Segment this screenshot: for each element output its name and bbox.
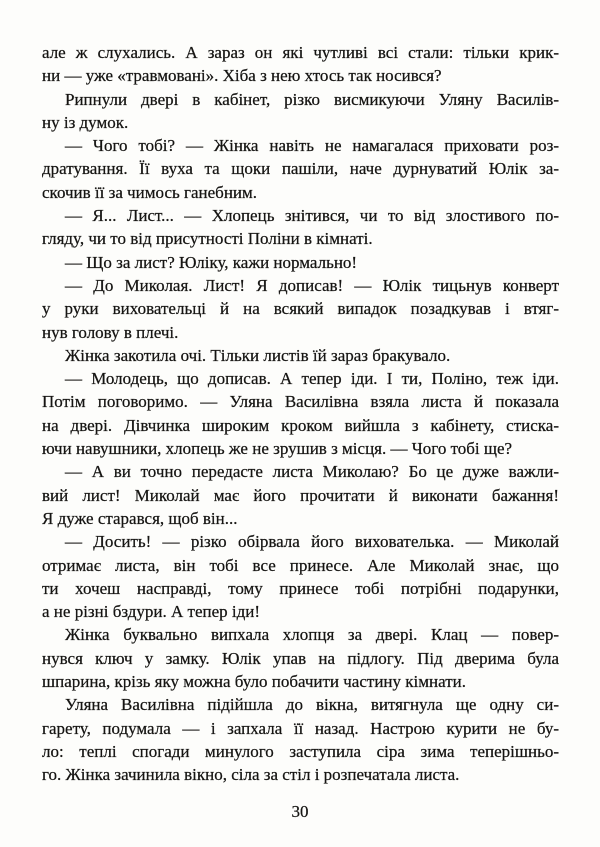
paragraph <box>42 530 559 623</box>
text-line: ни — уже «травмовані». Хіба з нею хтось так носився? <box>42 66 442 86</box>
text-line: гарету, подумала — і запхала її назад. Настрою курити не бу- <box>42 718 559 738</box>
text-line: ти хочеш насправді, тому принесе тобі потрібні подарунки, <box>42 578 559 598</box>
text-line: у руки виховательці й на всякий випадок позадкував і втяг- <box>42 299 559 319</box>
page-text <box>42 41 559 787</box>
paragraph <box>42 204 559 251</box>
text-line: Рипнули двері в кабінет, різко висмикуючи Уляну Василів- <box>65 89 559 109</box>
text-line: ну із думок. <box>42 112 129 132</box>
paragraph <box>42 41 559 88</box>
text-line: го. Жінка зачинила вікно, сіла за стіл і розпечатала листа. <box>42 765 460 785</box>
text-line: Я дуже старався, щоб він... <box>42 508 238 528</box>
text-line: ло: теплі спогади минулого заступила сіра зима теперішньо- <box>42 741 559 761</box>
paragraph <box>42 367 559 460</box>
text-line: — Що за лист? Юліку, кажи нормально! <box>65 252 358 272</box>
text-line: Уляна Василівна підійшла до вікна, витягнула ще одну си- <box>65 695 559 715</box>
text-line: на двері. Дівчинка широким кроком вийшла з кабінету, стиска- <box>42 415 559 435</box>
paragraph <box>42 274 559 344</box>
text-line: Жінка буквально випхала хлопця за двері. Клац — повер- <box>65 625 559 645</box>
text-line: скочив її за чимось ганебним. <box>42 182 258 202</box>
text-line: а не різні бздури. А тепер іди! <box>42 602 261 622</box>
text-line: нувся ключ у замку. Юлік упав на підлогу. Під дверима була <box>42 648 559 668</box>
text-line: — Чого тобі? — Жінка навіть не намагалася приховати роз- <box>65 136 559 156</box>
text-line: — Досить! — різко обірвала його вихователька. — Миколай <box>65 532 559 552</box>
paragraph <box>42 88 559 135</box>
text-line: шпарина, крізь яку можна було побачити частину кімнати. <box>42 672 466 692</box>
text-line: — До Миколая. Лист! Я дописав! — Юлік тицьнув конверт <box>65 275 559 295</box>
text-line: — Молодець, що дописав. А тепер іди. І ти, Поліно, теж іди. <box>65 369 559 389</box>
text-line: вий лист! Миколай має його прочитати й виконати бажання! <box>42 485 559 505</box>
text-line: Жінка закотила очі. Тільки листів їй зараз бракувало. <box>65 345 451 365</box>
text-line: отримає листа, він тобі все принесе. Але Миколай знає, що <box>42 555 559 575</box>
paragraph <box>42 460 559 530</box>
text-line: гляду, чи то від присутності Поліни в кімнаті. <box>42 229 373 249</box>
text-line: — Я... Лист... — Хлопець знітився, чи то від злостивого по- <box>65 206 559 226</box>
text-line: Потім поговоримо. — Уляна Василівна взяла листа й показала <box>42 392 559 412</box>
text-line: дратування. Її вуха та щоки пашіли, наче дурнуватий Юлік за- <box>42 159 559 179</box>
paragraph <box>42 344 559 367</box>
paragraph <box>42 134 559 204</box>
paragraph <box>42 693 559 786</box>
page-number: 30 <box>291 802 309 821</box>
paragraph <box>42 251 559 274</box>
text-line: нув голову в плечі. <box>42 322 179 342</box>
paragraph <box>42 623 559 693</box>
text-line: — А ви точно передасте листа Миколаю? Бо це дуже важли- <box>65 462 559 482</box>
text-line: ючи навушники, хлопець же не зрушив з місця. — Чого тобі ще? <box>42 439 513 459</box>
text-line: але ж слухались. А зараз он які чутливі всі стали: тільки крик- <box>42 43 559 62</box>
